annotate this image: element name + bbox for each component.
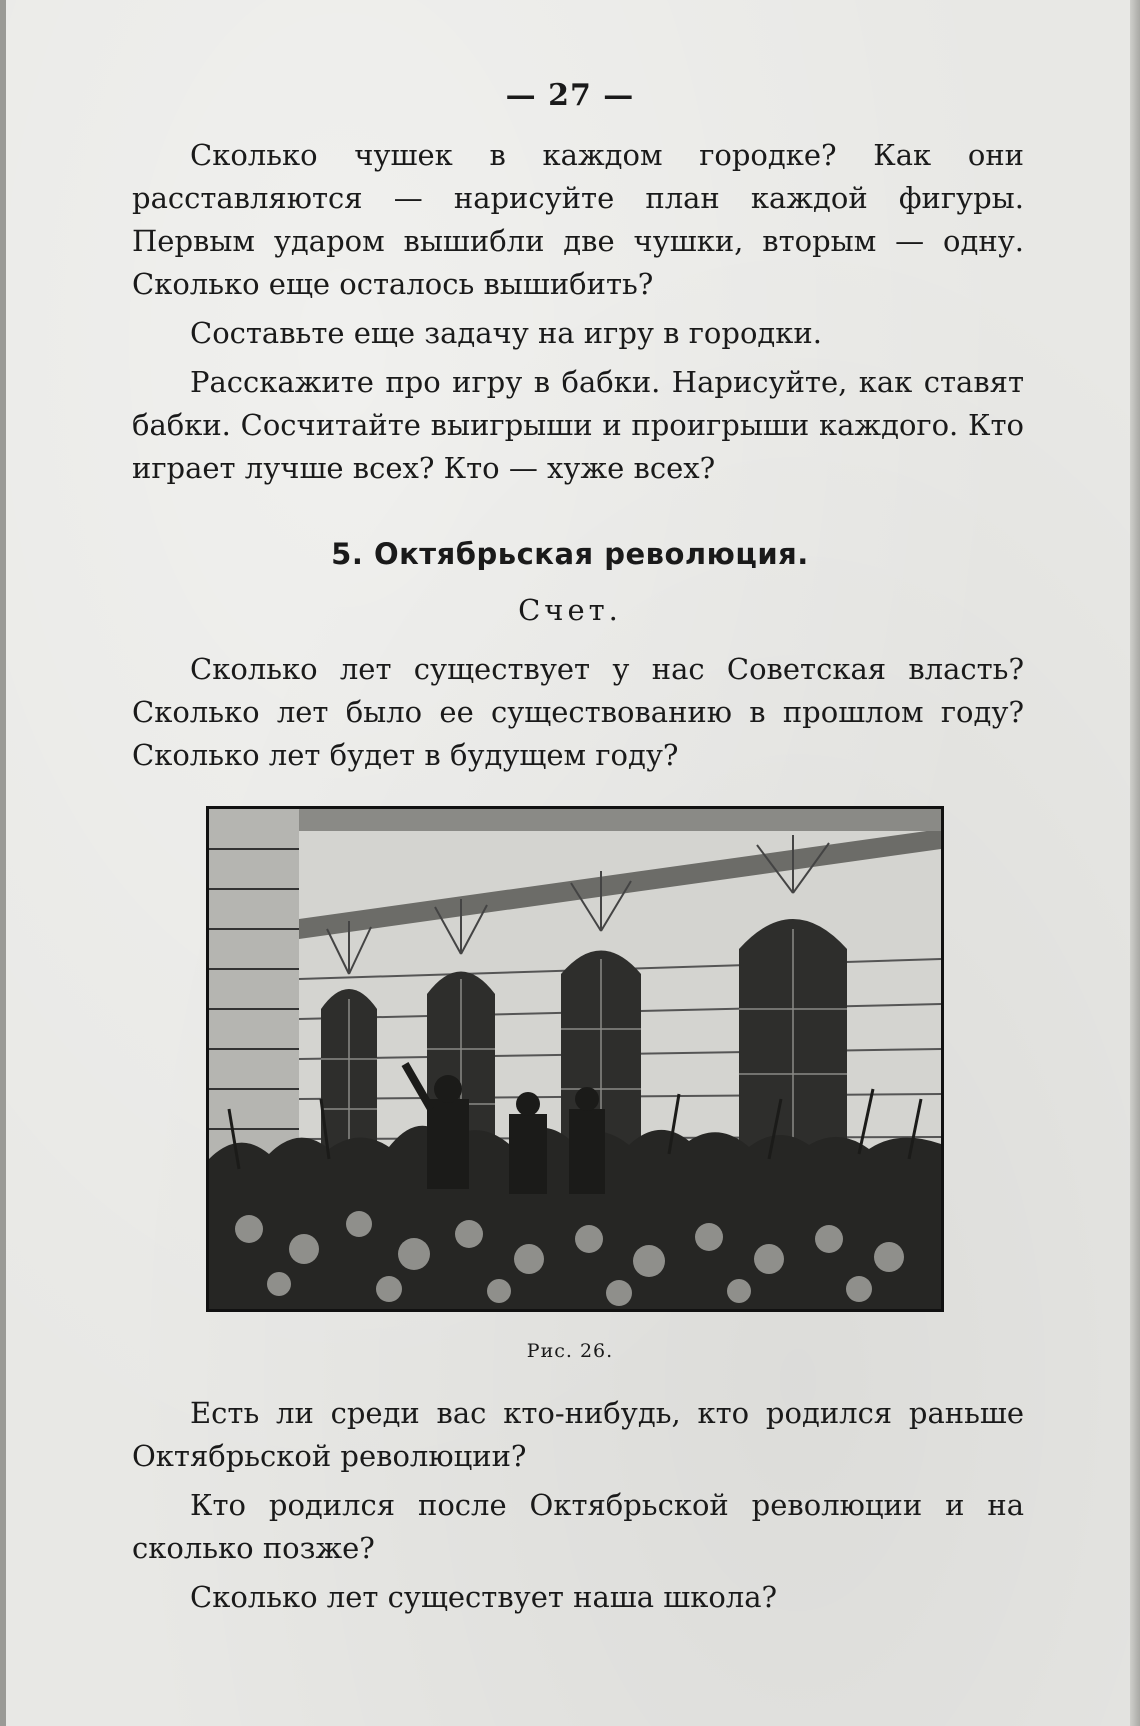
section-heading: 5. Октябрьская революция.: [331, 537, 809, 571]
intro-text-block: [132, 134, 1024, 490]
illustration-drawing: [209, 809, 941, 1309]
page-right-edge: [1130, 0, 1140, 1726]
paragraph: Сколько лет существует наша школа?: [190, 1580, 778, 1614]
paragraph: Сколько чушек в каждом городке? Как они расставляются — нарисуйте план каждой фигуры. Первым ударом вышибли две чушки, вторым — одну. Сколько еще осталось вышибить?: [132, 138, 1024, 301]
page-number: — 27 —: [505, 78, 635, 113]
paragraph: Есть ли среди вас кто-нибудь, кто родился раньше Октябрьской революции?: [132, 1396, 1024, 1473]
section-subheading: Счет.: [518, 593, 622, 627]
illustration-crowd-at-building: [206, 806, 944, 1312]
closing-text-block: [132, 1392, 1024, 1619]
paragraph: Расскажите про игру в бабки. Нарисуйте, как ставят бабки. Сосчитайте выигрыши и проигрыши каждого. Кто играет лучше всех? Кто — хуже всех?: [132, 365, 1024, 485]
paragraph: Составьте еще задачу на игру в городки.: [190, 316, 822, 350]
page-left-edge: [0, 0, 6, 1726]
paragraph: Кто родился после Октябрьской революции и на сколько позже?: [132, 1488, 1024, 1565]
figure-caption: Рис. 26.: [526, 1340, 614, 1362]
section-text-block: [132, 648, 1024, 777]
paragraph: Сколько лет существует у нас Советская власть? Сколько лет было ее существованию в прошлом году? Сколько лет будет в будущем году?: [132, 652, 1024, 772]
